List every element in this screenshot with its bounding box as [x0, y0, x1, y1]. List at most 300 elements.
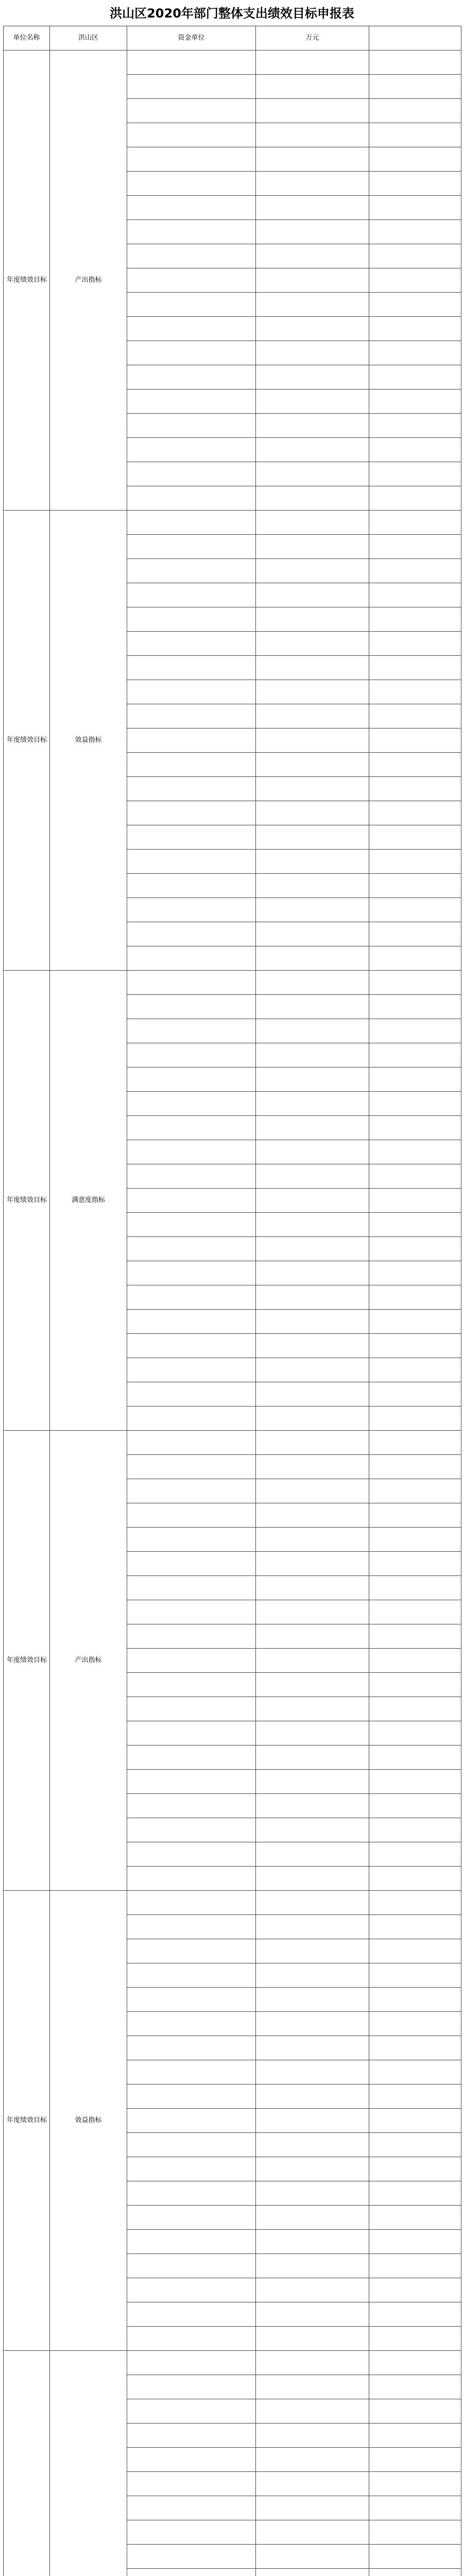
- table-cell: [127, 632, 256, 656]
- table-cell: [369, 850, 461, 874]
- table-cell: [256, 1528, 369, 1552]
- table-cell: [369, 801, 461, 825]
- table-cell: [127, 535, 256, 559]
- table-cell: [369, 1939, 461, 1963]
- table-cell: [256, 1043, 369, 1067]
- table-cell: [369, 1528, 461, 1552]
- table-cell: [127, 922, 256, 946]
- table-cell: [369, 946, 461, 971]
- table-cell: [256, 2496, 369, 2520]
- table-cell: [127, 2278, 256, 2302]
- table-cell: [369, 632, 461, 656]
- table-cell: [256, 2327, 369, 2351]
- table-cell: [256, 1092, 369, 1116]
- table-cell: [369, 2278, 461, 2302]
- table-cell: [369, 825, 461, 850]
- table-cell: [127, 559, 256, 583]
- table-cell: [369, 2060, 461, 2084]
- table-cell: [256, 607, 369, 632]
- table-cell: [369, 2206, 461, 2230]
- table-cell: [127, 874, 256, 898]
- table-cell: [256, 1818, 369, 1842]
- amount-value-cell: 万元: [256, 26, 369, 50]
- table-cell: [127, 2157, 256, 2181]
- table-cell: [256, 389, 369, 414]
- table-cell: [369, 50, 461, 75]
- table-cell: [369, 75, 461, 99]
- table-cell: [369, 704, 461, 728]
- table-cell: [127, 2012, 256, 2036]
- table-cell: [127, 1600, 256, 1624]
- table-cell: [369, 2448, 461, 2472]
- table-cell: [127, 2327, 256, 2351]
- table-row: [4, 1891, 461, 1915]
- indicator-type-cell: 满意度指标: [50, 971, 127, 1431]
- table-cell: [127, 1213, 256, 1237]
- table-cell: [256, 559, 369, 583]
- amount-label-cell: 资金单位: [127, 26, 256, 50]
- table-cell: [256, 1261, 369, 1285]
- table-cell: [369, 268, 461, 293]
- table-cell: [127, 607, 256, 632]
- table-cell: [256, 2084, 369, 2109]
- table-cell: [369, 1697, 461, 1721]
- table-cell: [127, 1867, 256, 1891]
- table-cell: [256, 2254, 369, 2278]
- indicator-type-cell: 产出指标: [50, 1431, 127, 1891]
- table-cell: [256, 1019, 369, 1043]
- table-cell: [369, 1261, 461, 1285]
- section-label-cell: 年度绩效目标: [4, 50, 50, 511]
- table-cell: [127, 486, 256, 511]
- table-row: [4, 971, 461, 995]
- table-cell: [127, 365, 256, 389]
- table-cell: [256, 2012, 369, 2036]
- table-cell: [369, 1649, 461, 1673]
- table-cell: [256, 1431, 369, 1455]
- performance-table-body: [4, 26, 461, 2576]
- table-cell: [256, 753, 369, 777]
- table-cell: [127, 1261, 256, 1285]
- table-cell: [256, 1721, 369, 1745]
- table-cell: [127, 2496, 256, 2520]
- table-cell: [256, 1164, 369, 1189]
- table-cell: [369, 2496, 461, 2520]
- table-cell: [127, 1237, 256, 1261]
- table-cell: [369, 1213, 461, 1237]
- table-cell: [369, 583, 461, 607]
- table-cell: [369, 99, 461, 123]
- table-cell: [256, 1697, 369, 1721]
- table-cell: [256, 1939, 369, 1963]
- table-cell: [369, 898, 461, 922]
- dept-label-cell: 单位名称: [4, 26, 50, 50]
- table-cell: [369, 293, 461, 317]
- table-cell: [256, 1770, 369, 1794]
- table-cell: [127, 1140, 256, 1164]
- table-cell: [256, 922, 369, 946]
- table-cell: [369, 1334, 461, 1358]
- table-cell: [369, 172, 461, 196]
- table-cell: [127, 1624, 256, 1649]
- table-cell: [127, 2133, 256, 2157]
- table-cell: [127, 1891, 256, 1915]
- table-cell: [369, 511, 461, 535]
- table-cell: [127, 680, 256, 704]
- table-cell: [127, 511, 256, 535]
- table-cell: [256, 1067, 369, 1092]
- table-cell: [127, 2084, 256, 2109]
- table-cell: [256, 946, 369, 971]
- table-cell: [369, 607, 461, 632]
- table-cell: [369, 2230, 461, 2254]
- table-cell: [369, 1285, 461, 1310]
- table-cell: [127, 462, 256, 486]
- table-cell: [369, 1189, 461, 1213]
- table-cell: [369, 777, 461, 801]
- table-cell: [256, 850, 369, 874]
- table-cell: [127, 1164, 256, 1189]
- table-row: [4, 2351, 461, 2375]
- table-cell: [127, 1721, 256, 1745]
- table-cell: [256, 123, 369, 147]
- table-cell: [127, 1019, 256, 1043]
- table-cell: [127, 1043, 256, 1067]
- table-cell: [127, 971, 256, 995]
- table-cell: [369, 1431, 461, 1455]
- table-cell: [127, 1116, 256, 1140]
- table-cell: [369, 1963, 461, 1988]
- table-cell: [127, 1382, 256, 1406]
- table-cell: [256, 486, 369, 511]
- table-cell: [256, 2448, 369, 2472]
- table-cell: [127, 704, 256, 728]
- table-cell: [369, 1624, 461, 1649]
- table-cell: [127, 341, 256, 365]
- table-cell: [127, 389, 256, 414]
- table-cell: [369, 2036, 461, 2060]
- table-cell: [127, 728, 256, 753]
- table-cell: [127, 2448, 256, 2472]
- table-cell: [127, 438, 256, 462]
- table-cell: [127, 414, 256, 438]
- table-cell: [369, 1988, 461, 2012]
- table-cell: [256, 1213, 369, 1237]
- table-cell: [369, 971, 461, 995]
- table-cell: [127, 2424, 256, 2448]
- table-cell: [369, 2181, 461, 2206]
- table-cell: [256, 462, 369, 486]
- table-cell: [369, 2375, 461, 2399]
- table-cell: [256, 2399, 369, 2424]
- table-cell: [127, 2351, 256, 2375]
- table-cell: [127, 2230, 256, 2254]
- table-cell: [127, 2520, 256, 2545]
- table-cell: [256, 220, 369, 244]
- table-cell: [369, 2133, 461, 2157]
- table-cell: [127, 2375, 256, 2399]
- table-cell: [369, 1067, 461, 1092]
- table-cell: [256, 2157, 369, 2181]
- table-cell: [369, 1552, 461, 1576]
- table-cell: [369, 2302, 461, 2327]
- table-cell: [127, 1334, 256, 1358]
- table-cell: [127, 1552, 256, 1576]
- table-cell: [256, 2472, 369, 2496]
- table-cell: [127, 1818, 256, 1842]
- table-cell: [127, 1528, 256, 1552]
- table-cell: [127, 147, 256, 172]
- table-cell: [127, 1988, 256, 2012]
- table-cell: [256, 2375, 369, 2399]
- table-cell: [127, 1503, 256, 1528]
- table-cell: [127, 898, 256, 922]
- table-cell: [127, 1406, 256, 1431]
- section-label-cell: 年度绩效目标: [4, 511, 50, 971]
- table-cell: [127, 1092, 256, 1116]
- table-cell: [256, 874, 369, 898]
- table-cell: [369, 2351, 461, 2375]
- table-cell: [256, 1867, 369, 1891]
- table-cell: [256, 1382, 369, 1406]
- table-cell: [127, 801, 256, 825]
- table-cell: [256, 414, 369, 438]
- table-cell: [369, 1237, 461, 1261]
- table-cell: [127, 2399, 256, 2424]
- table-cell: [369, 922, 461, 946]
- table-cell: [369, 680, 461, 704]
- table-cell: [127, 753, 256, 777]
- table-cell: [127, 1842, 256, 1867]
- table-cell: [369, 196, 461, 220]
- table-cell: [256, 1988, 369, 2012]
- table-cell: [369, 2084, 461, 2109]
- table-cell: [127, 1067, 256, 1092]
- table-cell: [256, 801, 369, 825]
- table-cell: [256, 704, 369, 728]
- dept-value-cell: 洪山区: [50, 26, 127, 50]
- table-cell: [256, 1624, 369, 1649]
- table-cell: [369, 1140, 461, 1164]
- section-label-cell: [4, 2351, 50, 2576]
- table-cell: [256, 2230, 369, 2254]
- table-cell: [256, 1794, 369, 1818]
- table-cell: [369, 2569, 461, 2576]
- table-cell: [127, 1455, 256, 1479]
- table-cell: [369, 753, 461, 777]
- table-cell: [127, 583, 256, 607]
- table-cell: [369, 1842, 461, 1867]
- table-cell: [127, 1310, 256, 1334]
- table-cell: [256, 2424, 369, 2448]
- table-cell: [127, 2302, 256, 2327]
- table-cell: [369, 1310, 461, 1334]
- table-cell: [127, 2206, 256, 2230]
- table-cell: [127, 2545, 256, 2569]
- table-cell: [256, 2569, 369, 2576]
- table-cell: [127, 1939, 256, 1963]
- table-cell: [369, 2012, 461, 2036]
- table-cell: [369, 559, 461, 583]
- table-cell: [256, 196, 369, 220]
- table-cell: [256, 1140, 369, 1164]
- table-cell: [369, 1455, 461, 1479]
- section-label-cell: 年度绩效目标: [4, 971, 50, 1431]
- table-cell: [369, 123, 461, 147]
- table-cell: [369, 656, 461, 680]
- table-cell: [369, 220, 461, 244]
- table-cell: [369, 2157, 461, 2181]
- table-cell: [127, 50, 256, 75]
- table-cell: [256, 365, 369, 389]
- table-cell: [369, 1818, 461, 1842]
- table-cell: [369, 389, 461, 414]
- table-cell: [369, 1673, 461, 1697]
- table-cell: [256, 825, 369, 850]
- table-cell: [369, 1479, 461, 1503]
- table-cell: [256, 1455, 369, 1479]
- table-cell: [256, 2109, 369, 2133]
- table-cell: [127, 2060, 256, 2084]
- table-cell: [127, 656, 256, 680]
- table-cell: [369, 1382, 461, 1406]
- table-cell: [127, 1794, 256, 1818]
- table-cell: [256, 172, 369, 196]
- table-cell: [127, 1576, 256, 1600]
- table-cell: [256, 1673, 369, 1697]
- table-cell: [127, 293, 256, 317]
- table-cell: [369, 1406, 461, 1431]
- table-cell: [127, 1649, 256, 1673]
- table-cell: [127, 1673, 256, 1697]
- table-cell: [256, 1310, 369, 1334]
- table-cell: [256, 632, 369, 656]
- table-cell: [256, 1963, 369, 1988]
- table-cell: [127, 1358, 256, 1382]
- table-cell: [127, 1963, 256, 1988]
- table-cell: [127, 995, 256, 1019]
- table-cell: [127, 1189, 256, 1213]
- table-cell: [369, 535, 461, 559]
- table-cell: [127, 1479, 256, 1503]
- table-cell: [369, 1600, 461, 1624]
- table-cell: [127, 946, 256, 971]
- table-cell: [256, 1479, 369, 1503]
- table-cell: [256, 2206, 369, 2230]
- table-cell: [127, 2181, 256, 2206]
- table-row: [4, 50, 461, 75]
- table-cell: [127, 825, 256, 850]
- table-cell: [369, 1092, 461, 1116]
- table-cell: [256, 317, 369, 341]
- table-cell: [127, 1697, 256, 1721]
- table-cell: [256, 2133, 369, 2157]
- table-cell: [369, 147, 461, 172]
- table-cell: [256, 511, 369, 535]
- table-cell: [256, 1649, 369, 1673]
- table-cell: [256, 535, 369, 559]
- table-cell: [256, 898, 369, 922]
- table-cell: [127, 1770, 256, 1794]
- table-cell: [256, 293, 369, 317]
- table-cell: [369, 2109, 461, 2133]
- table-cell: [256, 1285, 369, 1310]
- table-cell: [369, 2545, 461, 2569]
- table-cell: [256, 244, 369, 268]
- table-cell: [127, 2472, 256, 2496]
- table-cell: [127, 317, 256, 341]
- table-cell: [256, 50, 369, 75]
- table-cell: [127, 1285, 256, 1310]
- table-cell: [127, 196, 256, 220]
- table-cell: [127, 244, 256, 268]
- table-cell: [369, 2327, 461, 2351]
- table-cell: [369, 874, 461, 898]
- indicator-type-cell: 产出指标: [50, 50, 127, 511]
- table-cell: [369, 1503, 461, 1528]
- table-cell: [369, 414, 461, 438]
- table-cell: [369, 2520, 461, 2545]
- table-cell: [256, 75, 369, 99]
- table-cell: [127, 268, 256, 293]
- table-cell: [256, 1915, 369, 1939]
- table-cell: [256, 1891, 369, 1915]
- table-cell: [256, 341, 369, 365]
- table-cell: [256, 1745, 369, 1770]
- document-title: 洪山区2020年部门整体支出绩效目标申报表: [110, 6, 354, 21]
- table-cell: [369, 244, 461, 268]
- table-cell: [369, 1770, 461, 1794]
- performance-table: [3, 26, 461, 2576]
- table-cell: [369, 1867, 461, 1891]
- table-cell: [256, 1116, 369, 1140]
- table-cell: [127, 99, 256, 123]
- table-cell: [256, 1552, 369, 1576]
- table-cell: [369, 365, 461, 389]
- table-cell: [256, 1503, 369, 1528]
- table-cell: [369, 995, 461, 1019]
- table-cell: [256, 438, 369, 462]
- table-cell: [127, 220, 256, 244]
- table-cell: [256, 728, 369, 753]
- table-cell: [127, 2569, 256, 2576]
- table-cell: [369, 1043, 461, 1067]
- table-cell: [256, 2278, 369, 2302]
- indicator-type-cell: 效益指标: [50, 511, 127, 971]
- table-cell: [369, 1794, 461, 1818]
- table-cell: [127, 2109, 256, 2133]
- table-row: [4, 511, 461, 535]
- table-row: [4, 1431, 461, 1455]
- table-cell: [369, 486, 461, 511]
- table-cell: [256, 2302, 369, 2327]
- table-cell: [256, 995, 369, 1019]
- table-cell: [369, 438, 461, 462]
- table-cell: [369, 341, 461, 365]
- indicator-type-cell: 效益指标: [50, 1891, 127, 2351]
- header-row: [4, 26, 461, 50]
- table-cell: [256, 2036, 369, 2060]
- table-cell: [256, 1334, 369, 1358]
- table-cell: [369, 1745, 461, 1770]
- table-cell: [256, 2520, 369, 2545]
- table-cell: [256, 99, 369, 123]
- table-cell: [256, 656, 369, 680]
- table-cell: [256, 1358, 369, 1382]
- table-cell: [256, 777, 369, 801]
- table-cell: [369, 2399, 461, 2424]
- table-cell: [256, 2351, 369, 2375]
